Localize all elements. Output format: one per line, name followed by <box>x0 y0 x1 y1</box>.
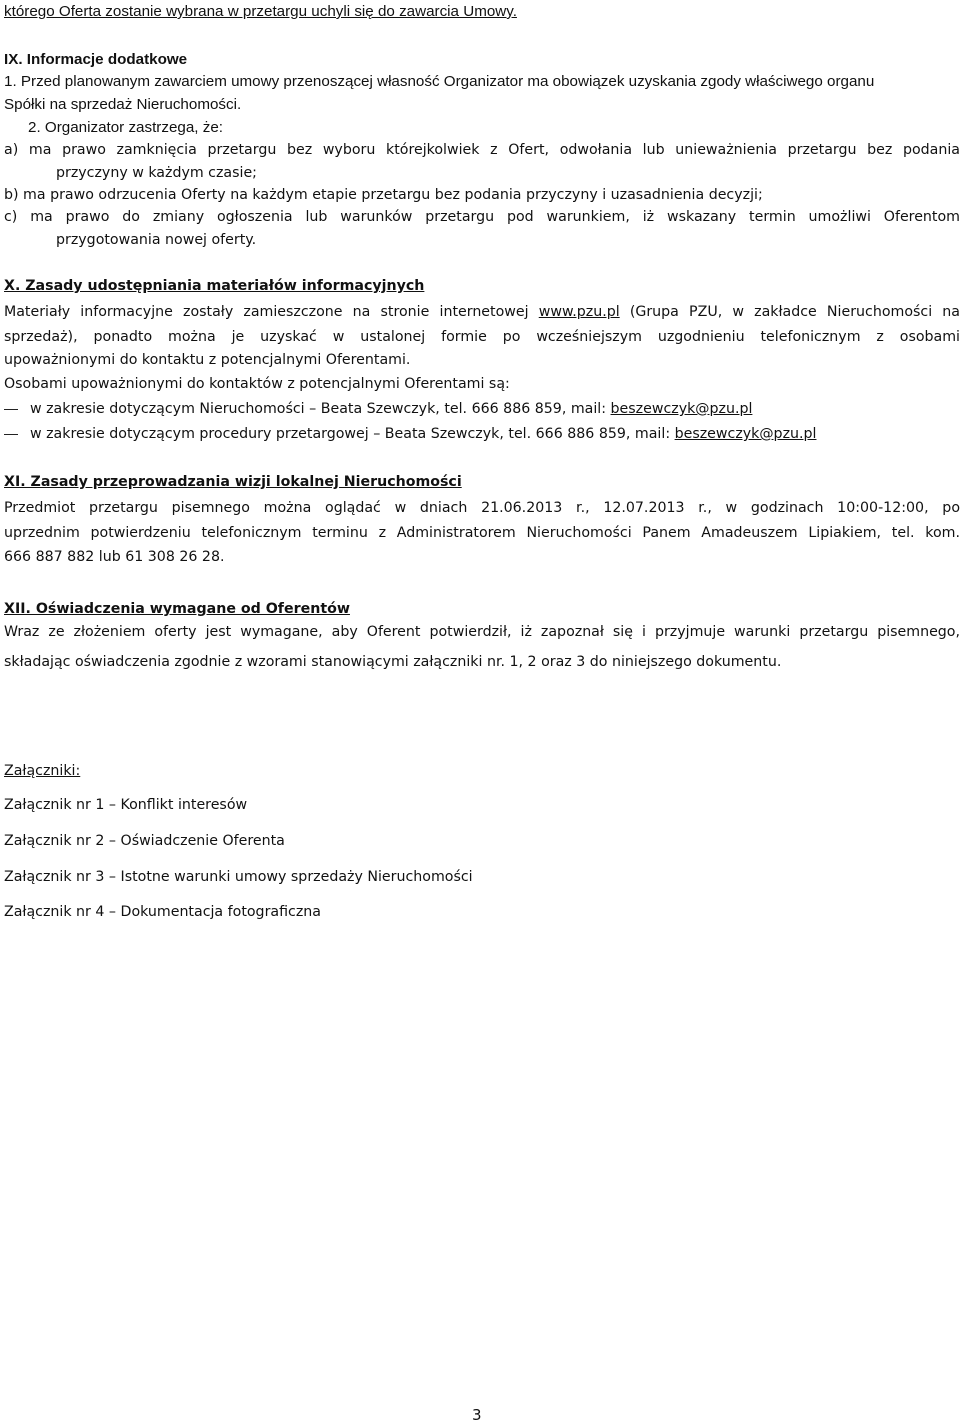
section-10-line1-tail: (Grupa PZU, w zakładce Nieruchomości na <box>619 304 960 320</box>
attachment-item-2: Załącznik nr 2 – Oświadczenie Oferenta <box>4 833 285 849</box>
contact-bullet-2 <box>30 424 816 444</box>
section-11-line1: Przedmiot przetargu pisemnego można oglądać w dniach 21.06.2013 r., 12.07.2013 r., w godzinach 10:00-12:00, po <box>4 500 960 516</box>
section-9-item-a-line1: a) ma prawo zamknięcia przetargu bez wyboru którejkolwiek z Ofert, odwołania lub unieważnienia przetargu bez podania <box>4 142 960 158</box>
section-9-item-a-line2: przyczyny w każdym czasie; <box>56 165 257 181</box>
section-11-line3: 666 887 882 lub 61 308 26 28. <box>4 549 225 565</box>
attachment-item-3: Załącznik nr 3 – Istotne warunki umowy sprzedaży Nieruchomości <box>4 869 473 885</box>
bullet-dash <box>4 409 18 410</box>
section-10-heading: X. Zasady udostępniania materiałów informacyjnych <box>4 278 425 294</box>
pzu-website-link[interactable]: www.pzu.pl <box>538 304 620 320</box>
contact-bullet-1-text: w zakresie dotyczącym Nieruchomości – Beata Szewczyk, tel. 666 886 859, mail: <box>30 401 611 417</box>
attachment-item-1: Załącznik nr 1 – Konflikt interesów <box>4 797 248 813</box>
section-10-line2: sprzedaż), ponadto można je uzyskać w ustalonej formie po wcześniejszym uzgodnieniu telefonicznym z osobami <box>4 329 960 345</box>
bullet-dash <box>4 434 18 435</box>
section-9-p1-line2: Spółki na sprzedaż Nieruchomości. <box>4 96 242 113</box>
section-12-line1: Wraz ze złożeniem oferty jest wymagane, aby Oferent potwierdził, iż zapoznał się i przyjmuje warunki przetargu pisemnego, <box>4 624 960 640</box>
section-9-p1-line1: 1. Przed planowanym zawarciem umowy przenoszącej własność Organizator ma obowiązek uzyskania zgody właściwego organu <box>4 73 875 90</box>
attachments-heading: Załączniki: <box>4 763 81 779</box>
contact-email-link-1[interactable]: beszewczyk@pzu.pl <box>610 401 753 417</box>
section-12-line2: składając oświadczenia zgodnie z wzorami stanowiącymi załączniki nr. 1, 2 oraz 3 do niniejszego dokumentu. <box>4 654 782 670</box>
section-10-line3: upoważnionymi do kontaktu z potencjalnymi Oferentami. <box>4 352 411 368</box>
section-11-heading: XI. Zasady przeprowadzania wizji lokalnej Nieruchomości <box>4 474 462 490</box>
section-9-item-c-line1: c) ma prawo do zmiany ogłoszenia lub warunków przetargu pod warunkiem, iż wskazany termin umożliwi Oferentom <box>4 209 960 225</box>
section-12-heading: XII. Oświadczenia wymagane od Oferentów <box>4 601 350 617</box>
section-9-item-b: b) ma prawo odrzucenia Oferty na każdym etapie przetargu bez podania przyczyny i uzasadnienia decyzji; <box>4 187 763 203</box>
section-9-heading: IX. Informacje dodatkowe <box>4 51 188 68</box>
section-9-p2: 2. Organizator zastrzega, że: <box>28 119 223 136</box>
contact-bullet-2-text: w zakresie dotyczącym procedury przetargowej – Beata Szewczyk, tel. 666 886 859, mail: <box>30 426 675 442</box>
section-9-item-c-line2: przygotowania nowej oferty. <box>56 232 257 248</box>
page-number: 3 <box>472 1406 482 1424</box>
contact-email-link-2[interactable]: beszewczyk@pzu.pl <box>674 426 817 442</box>
top-line: którego Oferta zostanie wybrana w przetargu uchyli się do zawarcia Umowy. <box>4 3 517 20</box>
section-10-line1-text: Materiały informacyjne zostały zamieszczone na stronie internetowej <box>4 304 539 320</box>
contact-bullet-1 <box>30 399 752 419</box>
section-11-line2: uprzednim potwierdzeniu telefonicznym terminu z Administratorem Nieruchomości Panem Amadeuszem Lipiakiem, tel. kom. <box>4 525 960 541</box>
section-10-line1 <box>4 302 960 322</box>
section-10-line4: Osobami upoważnionymi do kontaktów z potencjalnymi Oferentami są: <box>4 376 510 392</box>
attachment-item-4: Załącznik nr 4 – Dokumentacja fotograficzna <box>4 904 321 920</box>
